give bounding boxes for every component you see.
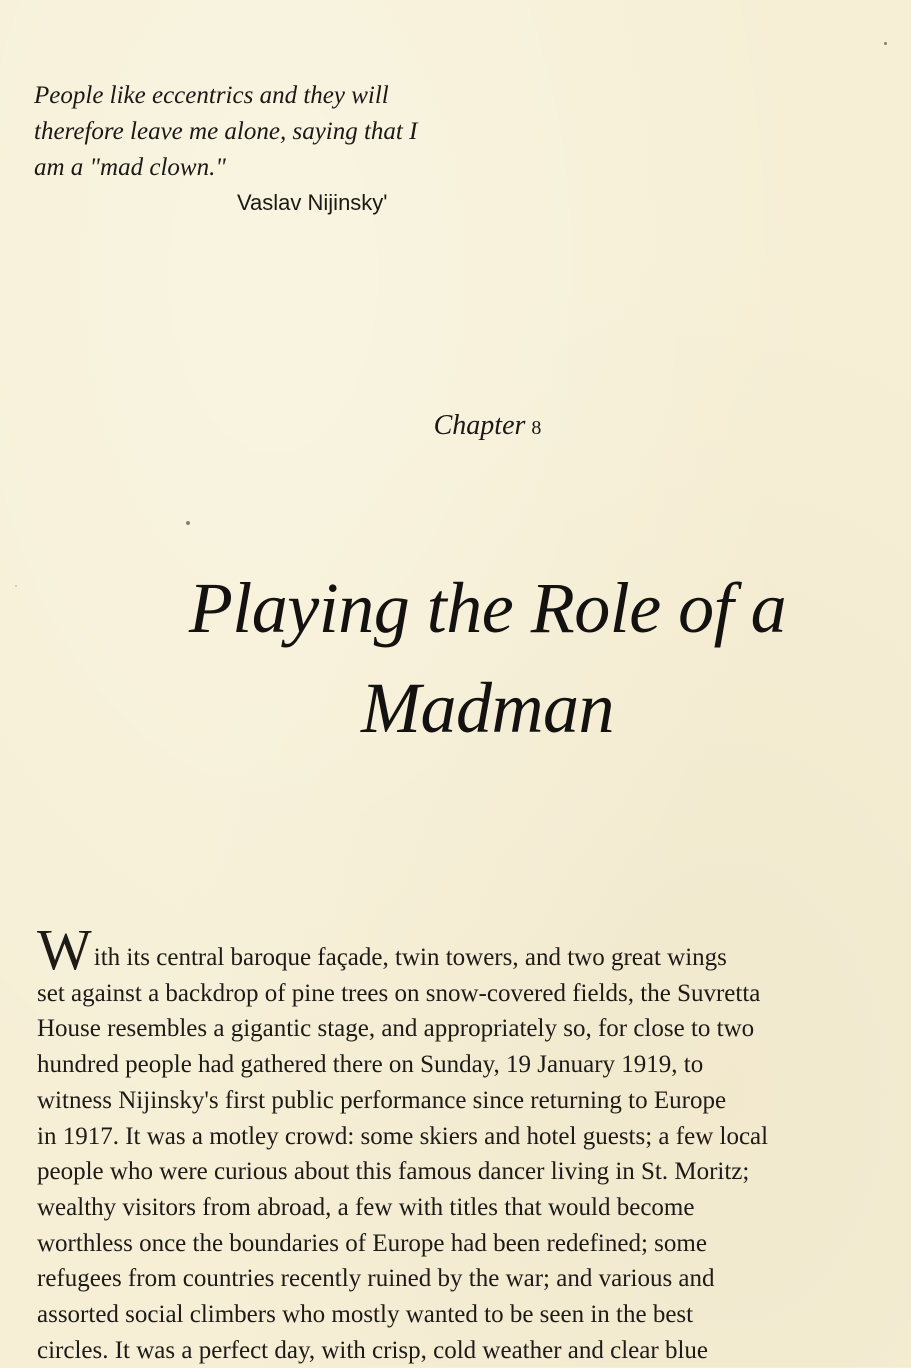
body-line: refugees from countries recently ruined by the war; and various and [37,1265,715,1293]
chapter-label [0,408,911,446]
body-line: assorted social climbers who mostly wanted to be seen in the best [37,1301,694,1329]
epigraph-line: therefore leave me alone, saying that I [34,118,418,145]
chapter-title [0,558,911,758]
epigraph-quote [34,78,454,186]
epigraph-line: am a "mad clown." [34,154,226,181]
chapter-word: Chapter [433,410,526,441]
body-line: witness Nijinsky's first public performance since returning to Europe [37,1086,727,1114]
body-line: circles. It was a perfect day, with crisp, cold weather and clear blue [37,1336,708,1364]
chapter-number: 8 [531,417,542,439]
epigraph-author: Vaslav Nijinsky' [237,190,388,215]
body-line: set against a backdrop of pine trees on snow-covered fields, the Suvretta [37,979,761,1007]
body-paragraph [37,917,911,1368]
body-line: people who were curious about this famous dancer living in St. Moritz; [37,1158,750,1186]
epigraph-line: People like eccentrics and they will [34,82,389,109]
body-line-text: ith its central baroque façade, twin towers, and two great wings [93,944,727,971]
drop-cap: W [37,917,92,982]
body-line: wealthy visitors from abroad, a few with titles that would become [37,1193,695,1221]
ink-speck [186,521,190,525]
body-line: House resembles a gigantic stage, and appropriately so, for close to two [37,1015,755,1043]
body-line: in 1917. It was a motley crowd: some skiers and hotel guests; a few local [37,1122,769,1150]
epigraph [34,78,454,218]
chapter-title-line: Madman [361,668,614,748]
body-line [37,917,911,982]
ink-speck [884,42,887,45]
body-line: worthless once the boundaries of Europe had been redefined; some [37,1229,707,1257]
body-line: hundred people had gathered there on Sunday, 19 January 1919, to [37,1051,704,1079]
chapter-title-line: Playing the Role of a [188,568,787,648]
